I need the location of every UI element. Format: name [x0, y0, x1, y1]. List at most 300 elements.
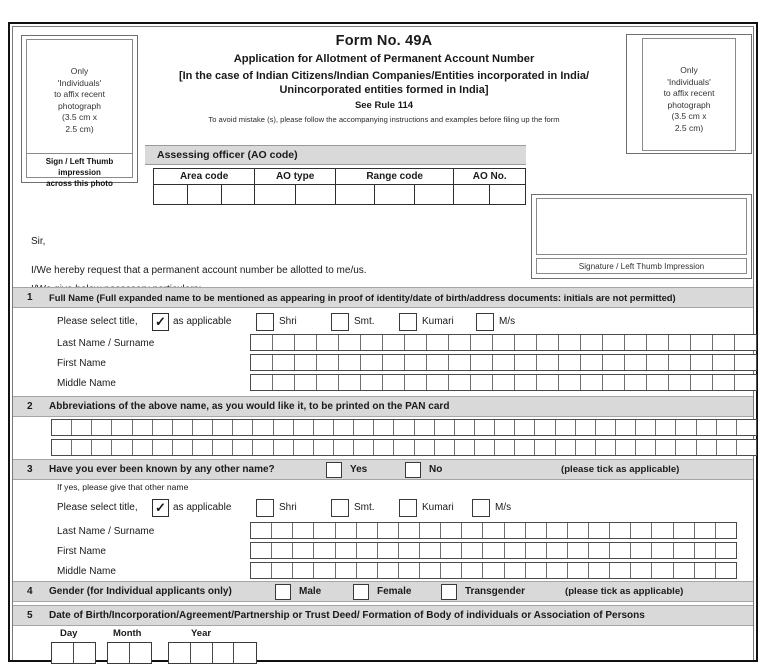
s2-row-1-cell-2[interactable] [72, 420, 92, 435]
form-page-inner [12, 26, 754, 660]
s3-row-3-cell-2[interactable] [272, 563, 293, 578]
s1-row-2-cell-4[interactable] [317, 355, 339, 370]
ao-cell-area-3[interactable] [221, 185, 255, 205]
s1-row-2-cell-13[interactable] [515, 355, 537, 370]
s2-input-abbrev-row-2[interactable] [51, 439, 757, 456]
s1-input-first-name[interactable] [250, 354, 757, 371]
s3-row-1-cell-16[interactable] [568, 523, 589, 538]
s3-row-1-cell-13[interactable] [505, 523, 526, 538]
s1-row-1-cell-17[interactable] [603, 335, 625, 350]
s4-label-transgender: Transgender [465, 586, 526, 597]
s1-row-3-cell-6[interactable] [361, 375, 383, 390]
s1-title-label-shri: Shri [279, 316, 297, 327]
s1-row-1-cell-20[interactable] [669, 335, 691, 350]
s2-row-2-cell-23[interactable] [495, 440, 515, 455]
s3-row-3-cell-21[interactable] [674, 563, 695, 578]
form-subtitle: Application for Allotment of Permanent Account Number [233, 53, 535, 65]
section-3-title-select-row [13, 498, 753, 522]
section-5-number: 5 [27, 610, 33, 621]
s1-row-2-cell-15[interactable] [559, 355, 581, 370]
s1-row-2-cell-19[interactable] [647, 355, 669, 370]
section-2-heading: Abbreviations of the above name, as you would like it, to be printed on the PAN card [49, 401, 450, 412]
s3-title-checkbox-shri[interactable] [256, 499, 274, 517]
s5-label-month: Month [113, 628, 142, 639]
s1-row-2-cell-8[interactable] [405, 355, 427, 370]
sign-strip-line-1: Sign / Left Thumb impression [45, 157, 114, 177]
s1-row-3-cell-22[interactable] [713, 375, 735, 390]
s2-row-2-cell-33[interactable] [697, 440, 717, 455]
s5-year-cell-4[interactable] [234, 643, 256, 663]
s1-row-1-cell-19[interactable] [647, 335, 669, 350]
photo-right-line-3: photograph [667, 99, 711, 110]
s3-title-tail: as applicable [173, 502, 232, 513]
ao-code-band [145, 145, 526, 165]
s2-row-2-cell-4[interactable] [112, 440, 132, 455]
s3-checkbox-yes[interactable] [326, 462, 342, 478]
form-bracket-line-1: [In the case of Indian Citizens/Indian Companies/Entities incorporated in India/ [178, 70, 590, 82]
s3-row-3-cell-20[interactable] [652, 563, 673, 578]
s2-row-1-cell-25[interactable] [535, 420, 555, 435]
s4-checkbox-female[interactable] [353, 584, 369, 600]
ao-cell-area-2[interactable] [187, 185, 221, 205]
s5-input-day[interactable] [51, 642, 96, 664]
s3-row-1-cell-17[interactable] [589, 523, 610, 538]
ao-code-band-label: Assessing officer (AO code) [157, 149, 298, 161]
s2-row-2-cell-16[interactable] [354, 440, 374, 455]
s1-row-3-cell-20[interactable] [669, 375, 691, 390]
s3-row-1-cell-18[interactable] [610, 523, 631, 538]
signature-box-label: Signature / Left Thumb Impression [536, 258, 747, 274]
form-instruction-note: To avoid mistake (s), please follow the accompanying instructions and examples before filing up the form [208, 115, 560, 124]
s1-row-2-cell-7[interactable] [383, 355, 405, 370]
ao-cell-no-2[interactable] [490, 185, 526, 205]
s3-input-last-name[interactable] [250, 522, 737, 539]
s1-row-1-cell-3[interactable] [295, 335, 317, 350]
s2-row-1-cell-22[interactable] [475, 420, 495, 435]
s1-row-1-cell-14[interactable] [537, 335, 559, 350]
s5-year-cell-2[interactable] [191, 643, 213, 663]
s3-row-2-cell-7[interactable] [378, 543, 399, 558]
s1-row-1-cell-10[interactable] [449, 335, 471, 350]
s1-row-1-cell-6[interactable] [361, 335, 383, 350]
s2-row-1-cell-14[interactable] [314, 420, 334, 435]
s5-input-month[interactable] [107, 642, 152, 664]
s1-row-3-cell-2[interactable] [273, 375, 295, 390]
s1-title-checkbox-ms[interactable] [476, 313, 494, 331]
s2-row-1-cell-17[interactable] [374, 420, 394, 435]
s2-row-2-cell-19[interactable] [415, 440, 435, 455]
s1-row-3-cell-21[interactable] [691, 375, 713, 390]
s1-title-checkbox-shri[interactable] [256, 313, 274, 331]
s3-row-2-cell-23[interactable] [716, 543, 736, 558]
s3-row-3-cell-8[interactable] [399, 563, 420, 578]
s3-row-2-cell-17[interactable] [589, 543, 610, 558]
s5-day-cell-2[interactable] [74, 643, 95, 663]
s3-row-2-cell-19[interactable] [631, 543, 652, 558]
s3-row-3-cell-11[interactable] [462, 563, 483, 578]
s2-row-1-cell-26[interactable] [556, 420, 576, 435]
s3-title-checkbox-ms[interactable] [472, 499, 490, 517]
s3-row-3-cell-17[interactable] [589, 563, 610, 578]
s3-row-2-cell-10[interactable] [441, 543, 462, 558]
s3-row-3-cell-3[interactable] [293, 563, 314, 578]
s5-day-cell-1[interactable] [52, 643, 74, 663]
signature-draw-area[interactable] [536, 198, 747, 255]
s3-row-1-cell-22[interactable] [695, 523, 716, 538]
s1-row-3-cell-17[interactable] [603, 375, 625, 390]
s1-row-1-cell-7[interactable] [383, 335, 405, 350]
s1-row-2-cell-2[interactable] [273, 355, 295, 370]
s2-row-1-cell-30[interactable] [636, 420, 656, 435]
s2-row-1-cell-16[interactable] [354, 420, 374, 435]
s1-row-2-cell-23[interactable] [735, 355, 756, 370]
s1-row-1-cell-22[interactable] [713, 335, 735, 350]
s2-row-1-cell-19[interactable] [415, 420, 435, 435]
s2-row-1-cell-34[interactable] [717, 420, 737, 435]
ao-col-header-ao-no: AO No. [454, 169, 526, 185]
s2-row-2-cell-29[interactable] [616, 440, 636, 455]
s1-input-last-name[interactable] [250, 334, 757, 351]
s1-row-2-cell-17[interactable] [603, 355, 625, 370]
s3-row-2-cell-6[interactable] [357, 543, 378, 558]
s2-row-2-cell-34[interactable] [717, 440, 737, 455]
s1-row-3-cell-12[interactable] [493, 375, 515, 390]
s2-row-1-cell-15[interactable] [334, 420, 354, 435]
s1-row-2-cell-9[interactable] [427, 355, 449, 370]
s1-row-1-cell-8[interactable] [405, 335, 427, 350]
s1-row-2-cell-20[interactable] [669, 355, 691, 370]
s2-row-1-cell-20[interactable] [435, 420, 455, 435]
s3-title-label-ms: M/s [495, 502, 512, 513]
ao-cell-range-2[interactable] [375, 185, 414, 205]
photo-left-line-4: (3.5 cm x [62, 112, 97, 122]
s1-row-2-cell-22[interactable] [713, 355, 735, 370]
s2-row-1-cell-4[interactable] [112, 420, 132, 435]
s3-row-2-cell-14[interactable] [526, 543, 547, 558]
s2-row-1-cell-9[interactable] [213, 420, 233, 435]
s1-row-1-cell-11[interactable] [471, 335, 493, 350]
s1-row-1-cell-5[interactable] [339, 335, 361, 350]
s3-row-2-cell-3[interactable] [293, 543, 314, 558]
s3-row-1-cell-8[interactable] [399, 523, 420, 538]
s1-row-2-cell-21[interactable] [691, 355, 713, 370]
s2-row-2-cell-15[interactable] [334, 440, 354, 455]
s2-row-2-cell-25[interactable] [535, 440, 555, 455]
s2-row-2-cell-14[interactable] [314, 440, 334, 455]
s3-label-first-name: First Name [57, 546, 106, 557]
section-1-title-select-row [13, 312, 753, 336]
s2-row-1-cell-32[interactable] [676, 420, 696, 435]
s3-row-1-cell-19[interactable] [631, 523, 652, 538]
s2-row-1-cell-8[interactable] [193, 420, 213, 435]
s2-row-1-cell-10[interactable] [233, 420, 253, 435]
s2-row-1-cell-24[interactable] [515, 420, 535, 435]
form-rule-reference: See Rule 114 [354, 100, 414, 111]
s1-row-3-cell-16[interactable] [581, 375, 603, 390]
s3-input-first-name[interactable] [250, 542, 737, 559]
s3-row-3-cell-5[interactable] [336, 563, 357, 578]
s1-row-2-cell-3[interactable] [295, 355, 317, 370]
s1-row-3-cell-8[interactable] [405, 375, 427, 390]
s5-input-year[interactable] [168, 642, 257, 664]
s1-row-3-cell-13[interactable] [515, 375, 537, 390]
s2-row-2-cell-5[interactable] [133, 440, 153, 455]
s3-row-3-cell-19[interactable] [631, 563, 652, 578]
s3-input-middle-name[interactable] [250, 562, 737, 579]
s1-row-3-cell-19[interactable] [647, 375, 669, 390]
s2-row-2-cell-6[interactable] [153, 440, 173, 455]
s5-month-cell-2[interactable] [130, 643, 151, 663]
photo-left-line-3: photograph [57, 100, 101, 111]
s1-title-checkbox-kumari[interactable] [399, 313, 417, 331]
salutation-line-1: Sir, [31, 236, 46, 247]
s2-row-2-cell-17[interactable] [374, 440, 394, 455]
signature-box[interactable] [531, 194, 752, 279]
s3-title-label-shri: Shri [279, 502, 297, 513]
s3-row-1-cell-5[interactable] [336, 523, 357, 538]
s3-row-3-cell-15[interactable] [547, 563, 568, 578]
photo-right-line-2: to affix recent [663, 88, 715, 98]
s3-row-1-cell-2[interactable] [272, 523, 293, 538]
s3-row-1-cell-7[interactable] [378, 523, 399, 538]
s3-row-1-cell-15[interactable] [547, 523, 568, 538]
s4-checkbox-male[interactable] [275, 584, 291, 600]
s3-row-3-cell-6[interactable] [357, 563, 378, 578]
s1-row-1-cell-12[interactable] [493, 335, 515, 350]
s3-row-2-cell-18[interactable] [610, 543, 631, 558]
s1-row-3-cell-11[interactable] [471, 375, 493, 390]
s3-row-2-cell-21[interactable] [674, 543, 695, 558]
s2-row-2-cell-20[interactable] [435, 440, 455, 455]
s1-row-3-cell-10[interactable] [449, 375, 471, 390]
s3-row-2-cell-9[interactable] [420, 543, 441, 558]
s2-row-1-cell-33[interactable] [697, 420, 717, 435]
s2-row-1-cell-11[interactable] [253, 420, 273, 435]
s3-row-1-cell-6[interactable] [357, 523, 378, 538]
section-3-bar [13, 459, 753, 480]
s3-row-3-cell-4[interactable] [314, 563, 335, 578]
s1-row-3-cell-15[interactable] [559, 375, 581, 390]
s3-row-1-cell-3[interactable] [293, 523, 314, 538]
s1-row-2-cell-18[interactable] [625, 355, 647, 370]
ao-code-table [153, 168, 526, 205]
s1-row-3-cell-3[interactable] [295, 375, 317, 390]
s3-row-1-cell-23[interactable] [716, 523, 736, 538]
photo-affix-area-left[interactable] [26, 39, 133, 154]
s3-row-1-cell-21[interactable] [674, 523, 695, 538]
s2-row-1-cell-35[interactable] [737, 420, 756, 435]
s1-row-2-cell-16[interactable] [581, 355, 603, 370]
s3-row-3-cell-12[interactable] [483, 563, 504, 578]
s4-tick-hint: (please tick as applicable) [565, 586, 684, 597]
s1-row-3-cell-18[interactable] [625, 375, 647, 390]
s3-row-3-cell-18[interactable] [610, 563, 631, 578]
s2-row-2-cell-11[interactable] [253, 440, 273, 455]
s3-row-2-cell-12[interactable] [483, 543, 504, 558]
s1-row-3-cell-9[interactable] [427, 375, 449, 390]
s1-row-2-cell-6[interactable] [361, 355, 383, 370]
s2-row-1-cell-28[interactable] [596, 420, 616, 435]
s2-row-2-cell-30[interactable] [636, 440, 656, 455]
s1-input-middle-name[interactable] [250, 374, 757, 391]
s5-month-cell-1[interactable] [108, 643, 130, 663]
s2-row-2-cell-32[interactable] [676, 440, 696, 455]
s3-row-3-cell-23[interactable] [716, 563, 736, 578]
s1-row-2-cell-11[interactable] [471, 355, 493, 370]
s3-row-3-cell-7[interactable] [378, 563, 399, 578]
s2-row-1-cell-21[interactable] [455, 420, 475, 435]
s2-row-2-cell-26[interactable] [556, 440, 576, 455]
s3-row-3-cell-14[interactable] [526, 563, 547, 578]
section-5-bar [13, 605, 753, 626]
section-3-heading: Have you ever been known by any other name? [49, 464, 275, 475]
s1-row-2-cell-14[interactable] [537, 355, 559, 370]
s3-row-1-cell-9[interactable] [420, 523, 441, 538]
s1-row-1-cell-1[interactable] [251, 335, 273, 350]
s1-row-2-cell-1[interactable] [251, 355, 273, 370]
s1-row-1-cell-16[interactable] [581, 335, 603, 350]
s1-row-1-cell-23[interactable] [735, 335, 756, 350]
ao-cell-type-1[interactable] [255, 185, 295, 205]
s3-row-1-cell-4[interactable] [314, 523, 335, 538]
ao-cell-type-2[interactable] [295, 185, 335, 205]
s2-row-2-cell-13[interactable] [294, 440, 314, 455]
s2-row-1-cell-23[interactable] [495, 420, 515, 435]
ao-cell-area-1[interactable] [154, 185, 188, 205]
s2-row-1-cell-5[interactable] [133, 420, 153, 435]
s1-label-middle-name: Middle Name [57, 378, 116, 389]
sign-thumb-strip-left[interactable] [26, 153, 133, 188]
s5-year-cell-1[interactable] [169, 643, 191, 663]
s2-row-2-cell-10[interactable] [233, 440, 253, 455]
s2-row-1-cell-31[interactable] [656, 420, 676, 435]
s3-title-checkbox-smt[interactable] [331, 499, 349, 517]
s3-row-2-cell-16[interactable] [568, 543, 589, 558]
s2-row-2-cell-22[interactable] [475, 440, 495, 455]
s3-row-2-cell-1[interactable] [251, 543, 272, 558]
s2-row-1-cell-27[interactable] [576, 420, 596, 435]
salutation-line-2: I/We hereby request that a permanent account number be allotted to me/us. [31, 265, 367, 276]
s3-row-3-cell-9[interactable] [420, 563, 441, 578]
photo-box-left[interactable] [21, 35, 138, 188]
s2-row-1-cell-7[interactable] [173, 420, 193, 435]
s1-row-1-cell-4[interactable] [317, 335, 339, 350]
ao-cell-range-3[interactable] [414, 185, 454, 205]
s1-row-2-cell-12[interactable] [493, 355, 515, 370]
s1-title-checkbox-smt[interactable] [331, 313, 349, 331]
s3-title-label-kumari: Kumari [422, 502, 454, 513]
s3-row-1-cell-20[interactable] [652, 523, 673, 538]
s1-row-1-cell-2[interactable] [273, 335, 295, 350]
s1-title-lead: Please select title, [57, 316, 138, 327]
photo-box-right[interactable] [626, 34, 752, 154]
s3-row-2-cell-20[interactable] [652, 543, 673, 558]
s3-row-1-cell-14[interactable] [526, 523, 547, 538]
ao-code-input-row [154, 185, 526, 205]
s1-row-1-cell-15[interactable] [559, 335, 581, 350]
s3-row-2-cell-13[interactable] [505, 543, 526, 558]
s3-checkbox-no[interactable] [405, 462, 421, 478]
s4-checkbox-transgender[interactable] [441, 584, 457, 600]
s1-row-1-cell-18[interactable] [625, 335, 647, 350]
s2-row-2-cell-1[interactable] [52, 440, 72, 455]
s2-row-2-cell-31[interactable] [656, 440, 676, 455]
s2-row-2-cell-35[interactable] [737, 440, 756, 455]
s1-row-1-cell-13[interactable] [515, 335, 537, 350]
s3-row-3-cell-1[interactable] [251, 563, 272, 578]
s3-title-checkbox-kumari[interactable] [399, 499, 417, 517]
ao-cell-no-1[interactable] [454, 185, 490, 205]
s3-row-3-cell-13[interactable] [505, 563, 526, 578]
photo-affix-area-right[interactable] [642, 38, 736, 151]
s2-input-abbrev-row-1[interactable] [51, 419, 757, 436]
s2-row-2-cell-8[interactable] [193, 440, 213, 455]
s3-row-2-cell-4[interactable] [314, 543, 335, 558]
section-1-bar [13, 287, 753, 308]
section-4-number: 4 [27, 586, 33, 597]
s3-row-3-cell-22[interactable] [695, 563, 716, 578]
s2-row-1-cell-12[interactable] [274, 420, 294, 435]
ao-cell-range-1[interactable] [335, 185, 374, 205]
s3-row-1-cell-10[interactable] [441, 523, 462, 538]
s1-row-1-cell-21[interactable] [691, 335, 713, 350]
s1-row-3-cell-7[interactable] [383, 375, 405, 390]
s3-row-2-cell-5[interactable] [336, 543, 357, 558]
s2-row-2-cell-7[interactable] [173, 440, 193, 455]
s1-row-1-cell-9[interactable] [427, 335, 449, 350]
s1-row-3-cell-1[interactable] [251, 375, 273, 390]
section-2-number: 2 [27, 401, 33, 412]
section-4-heading: Gender (for Individual applicants only) [49, 586, 232, 597]
s2-row-1-cell-3[interactable] [92, 420, 112, 435]
s2-row-2-cell-21[interactable] [455, 440, 475, 455]
s2-row-1-cell-18[interactable] [394, 420, 414, 435]
s3-row-2-cell-2[interactable] [272, 543, 293, 558]
s3-row-1-cell-12[interactable] [483, 523, 504, 538]
s5-year-cell-3[interactable] [213, 643, 235, 663]
s3-row-3-cell-16[interactable] [568, 563, 589, 578]
s3-row-2-cell-11[interactable] [462, 543, 483, 558]
s3-row-1-cell-11[interactable] [462, 523, 483, 538]
s1-row-3-cell-4[interactable] [317, 375, 339, 390]
s2-row-1-cell-1[interactable] [52, 420, 72, 435]
s3-row-2-cell-8[interactable] [399, 543, 420, 558]
s2-row-1-cell-29[interactable] [616, 420, 636, 435]
s1-title-label-kumari: Kumari [422, 316, 454, 327]
s3-row-2-cell-15[interactable] [547, 543, 568, 558]
s2-row-1-cell-6[interactable] [153, 420, 173, 435]
s1-row-2-cell-10[interactable] [449, 355, 471, 370]
s3-row-3-cell-10[interactable] [441, 563, 462, 578]
s1-row-3-cell-23[interactable] [735, 375, 756, 390]
s1-label-last-name: Last Name / Surname [57, 338, 155, 349]
s1-row-3-cell-5[interactable] [339, 375, 361, 390]
s2-row-2-cell-2[interactable] [72, 440, 92, 455]
s1-row-3-cell-14[interactable] [537, 375, 559, 390]
s3-row-1-cell-1[interactable] [251, 523, 272, 538]
s2-row-2-cell-3[interactable] [92, 440, 112, 455]
s2-row-2-cell-24[interactable] [515, 440, 535, 455]
s2-row-1-cell-13[interactable] [294, 420, 314, 435]
s2-row-2-cell-28[interactable] [596, 440, 616, 455]
s2-row-2-cell-27[interactable] [576, 440, 596, 455]
s2-row-2-cell-12[interactable] [274, 440, 294, 455]
s3-title-label-smt: Smt. [354, 502, 375, 513]
s3-row-2-cell-22[interactable] [695, 543, 716, 558]
s1-row-2-cell-5[interactable] [339, 355, 361, 370]
s2-row-2-cell-9[interactable] [213, 440, 233, 455]
s2-row-2-cell-18[interactable] [394, 440, 414, 455]
